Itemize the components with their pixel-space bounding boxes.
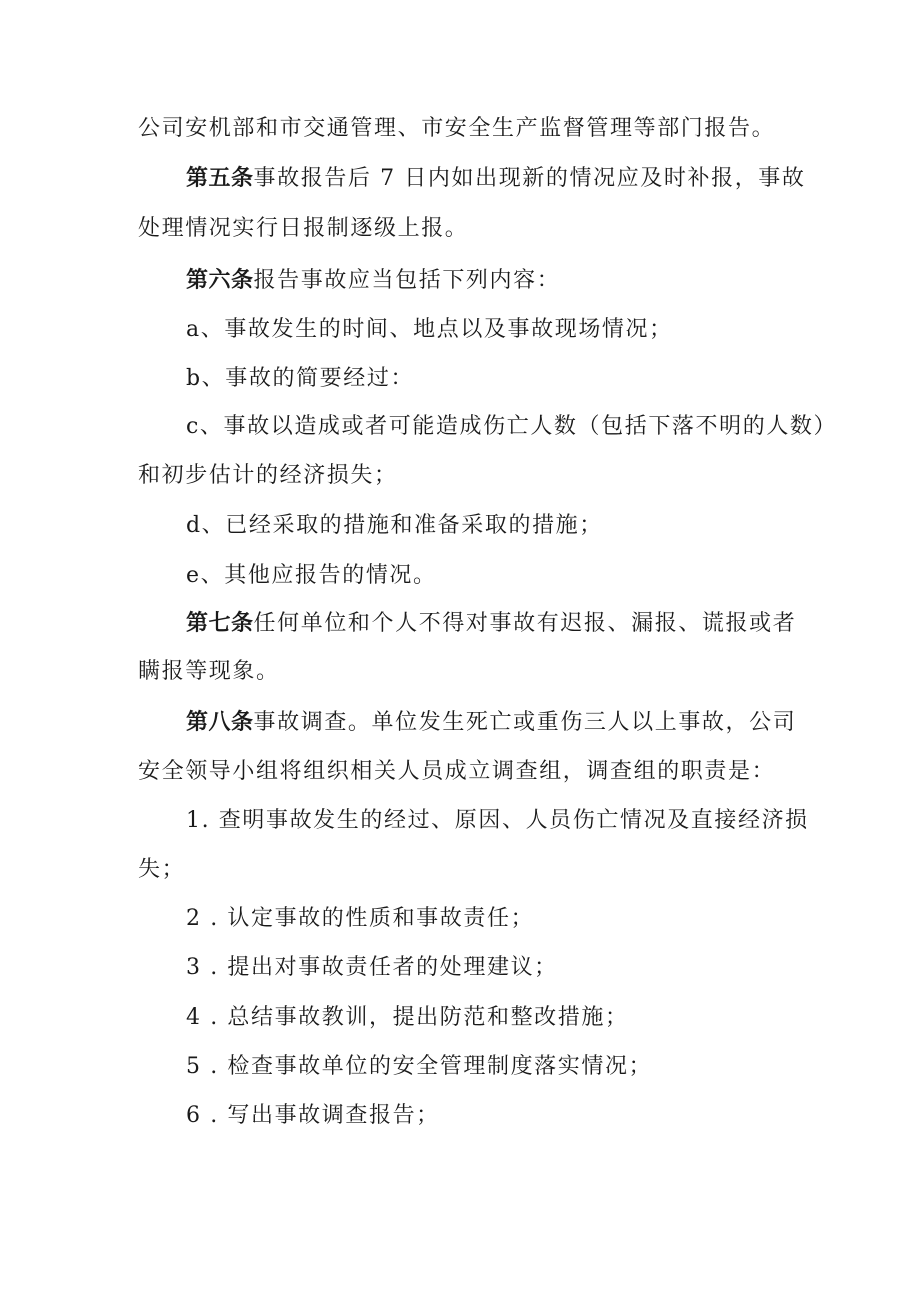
article-heading: 第七条	[186, 611, 254, 636]
line-text: 4 . 总结事故教训，提出防范和整改措施；	[186, 1005, 629, 1030]
article-heading: 第八条	[186, 710, 254, 735]
paragraph-line	[138, 657, 798, 687]
list-item-6	[186, 1101, 798, 1131]
line-text: e、其他应报告的情况。	[186, 563, 437, 588]
article-7-line	[186, 609, 798, 639]
line-text: 3 . 提出对事故责任者的处理建议；	[186, 955, 558, 980]
line-text: 处理情况实行日报制逐级上报。	[138, 216, 469, 241]
paragraph-line	[138, 757, 798, 787]
line-text: 事故调查。单位发生死亡或重伤三人以上事故，公司	[253, 710, 797, 735]
line-text: d、已经采取的措施和准备采取的措施；	[186, 513, 603, 538]
line-text: a、事故发生的时间、地点以及事故现场情况；	[186, 317, 673, 342]
line-text: 瞒报等现象。	[138, 659, 280, 684]
list-item-4	[186, 1003, 798, 1033]
list-item-c	[186, 412, 838, 442]
article-heading: 第五条	[186, 166, 254, 191]
line-text: c、事故以造成或者可能造成伤亡人数（包括下落不明的人数）	[186, 414, 838, 439]
article-5-line	[186, 164, 806, 194]
line-text: 1. 查明事故发生的经过、原因、人员伤亡情况及直接经济损	[186, 808, 809, 833]
list-item-2	[186, 904, 798, 934]
paragraph-line	[138, 114, 798, 144]
line-text: 公司安机部和市交通管理、市安全生产监督管理等部门报告。	[138, 116, 776, 141]
list-item-a	[186, 315, 798, 345]
list-item-d	[186, 511, 798, 541]
article-heading: 第六条	[186, 268, 254, 293]
article-6-line	[186, 266, 798, 296]
line-text: 任何单位和个人不得对事故有迟报、漏报、谎报或者	[253, 611, 797, 636]
list-item-b	[186, 364, 798, 394]
line-text: 和初步估计的经济损失；	[138, 463, 398, 488]
line-text: 5 . 检查事故单位的安全管理制度落实情况；	[186, 1054, 653, 1079]
paragraph-line	[138, 461, 798, 491]
line-text: 2 . 认定事故的性质和事故责任；	[186, 906, 535, 931]
line-text: b、事故的简要经过：	[186, 366, 415, 391]
list-item-3	[186, 953, 798, 983]
line-text: 安全领导小组将组织相关人员成立调查组，调查组的职责是：	[138, 759, 776, 784]
line-text: 事故报告后 7 日内如出现新的情况应及时补报，事故	[253, 166, 806, 191]
paragraph-line	[138, 214, 798, 244]
article-8-line	[186, 708, 798, 738]
line-text: 6 . 写出事故调查报告；	[186, 1103, 440, 1128]
paragraph-line	[138, 855, 798, 885]
list-item-1	[186, 806, 809, 836]
line-text: 报告事故应当包括下列内容：	[253, 268, 561, 293]
list-item-e	[186, 561, 798, 591]
line-text: 失；	[138, 857, 186, 882]
list-item-5	[186, 1052, 798, 1082]
